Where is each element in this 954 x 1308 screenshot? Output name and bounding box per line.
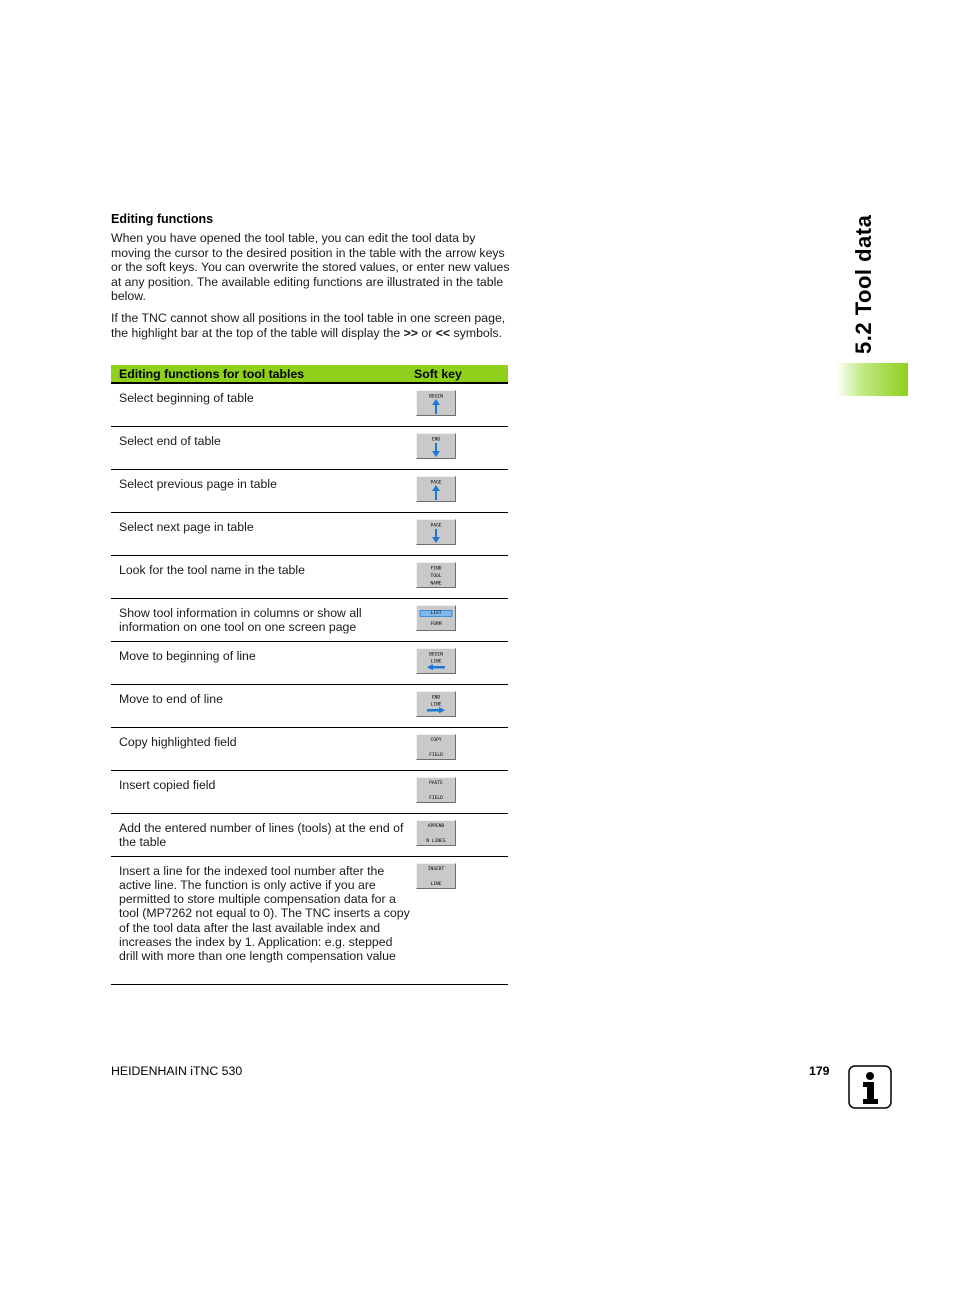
softkey-button[interactable]: [416, 605, 456, 631]
col-header-function: Editing functions for tool tables: [111, 365, 414, 383]
table-row: [111, 813, 508, 856]
softkey-cell: [414, 856, 508, 984]
info-icon: [848, 1065, 892, 1109]
function-description: Select next page in table: [111, 512, 414, 555]
editing-functions-table: [111, 365, 508, 985]
softkey-label: LINE: [430, 659, 442, 664]
softkey-label: TOOL: [430, 573, 442, 579]
table-row: [111, 512, 508, 555]
arrow-right-icon: [427, 707, 445, 713]
softkey-button[interactable]: [416, 519, 456, 545]
softkey-label: BEGIN: [429, 394, 443, 400]
arrow-left-icon: [427, 664, 445, 670]
softkey-cell: [414, 469, 508, 512]
softkey-label: FIELD: [429, 795, 443, 801]
softkey-label: BEGIN: [429, 652, 443, 657]
softkey-label: END: [431, 695, 441, 700]
softkey-label: END: [431, 437, 441, 442]
table-row: [111, 383, 508, 426]
softkey-button[interactable]: [416, 648, 456, 674]
softkey-cell: [414, 813, 508, 856]
softkey-cell: [414, 770, 508, 813]
softkey-cell: [414, 555, 508, 598]
softkey-label: INSERT: [427, 866, 445, 872]
softkey-label: APPEND: [427, 823, 445, 829]
scroll-note-paragraph: If the TNC cannot show all positions in the tool table in one screen page, the highlight bar at the top of the table will display the >> or << symbols.: [111, 311, 506, 340]
table-row: [111, 426, 508, 469]
col-header-softkey: Soft key: [414, 365, 508, 383]
page-number: 179: [809, 1064, 830, 1078]
function-description: Move to beginning of line: [111, 641, 414, 684]
softkey-cell: [414, 512, 508, 555]
table-row: [111, 856, 508, 984]
symbol-forward: >>: [403, 325, 418, 340]
function-description: Select end of table: [111, 426, 414, 469]
function-description: Move to end of line: [111, 684, 414, 727]
intro-paragraph: When you have opened the tool table, you can edit the tool data by moving the cursor to the desired position in the table with the arrow keys or the soft keys. You can overwrite the stored values, or enter new values at any position. The available editing functions are illustrated in the table below.: [111, 231, 510, 303]
softkey-label: PAGE: [430, 523, 442, 528]
table-row: [111, 598, 508, 641]
softkey-label: FIND: [430, 566, 442, 571]
footer-product-name: HEIDENHAIN iTNC 530: [111, 1064, 243, 1078]
function-description: Select previous page in table: [111, 469, 414, 512]
table-row: [111, 555, 508, 598]
softkey-cell: [414, 641, 508, 684]
chapter-side-title: 5.2 Tool data: [851, 214, 876, 354]
softkey-button[interactable]: [416, 390, 456, 416]
softkey-label: COPY: [430, 737, 442, 743]
softkey-button[interactable]: [416, 562, 456, 588]
softkey-button[interactable]: [416, 777, 456, 803]
softkey-label: LINE: [430, 881, 442, 887]
softkey-button[interactable]: [416, 433, 456, 459]
softkey-label: PAGE: [430, 480, 442, 485]
symbol-back: <<: [435, 325, 451, 340]
function-description: Insert copied field: [111, 770, 414, 813]
section-heading: Editing functions: [111, 212, 214, 226]
function-description: Look for the tool name in the table: [111, 555, 414, 598]
softkey-button[interactable]: [416, 863, 456, 889]
softkey-cell: [414, 727, 508, 770]
softkey-cell: [414, 426, 508, 469]
softkey-label: FORM: [430, 621, 442, 627]
function-description: Show tool information in columns or show all information on one tool on one screen page: [111, 598, 414, 641]
softkey-cell: [414, 383, 508, 426]
table-header-row: [111, 365, 508, 383]
arrow-down-icon: [432, 529, 440, 543]
function-description: Select beginning of table: [111, 383, 414, 426]
softkey-label: PASTE: [429, 780, 443, 786]
table-row: [111, 770, 508, 813]
function-description: Copy highlighted field: [111, 727, 414, 770]
softkey-label: LINE: [430, 702, 442, 707]
softkey-label: LIST: [430, 610, 442, 616]
arrow-down-icon: [432, 443, 440, 457]
softkey-button[interactable]: [416, 734, 456, 760]
function-description: Add the entered number of lines (tools) at the end of the table: [111, 813, 414, 856]
table-row: [111, 684, 508, 727]
softkey-cell: [414, 598, 508, 641]
function-description: Insert a line for the indexed tool number after the active line. The function is only active if you are permitted to store multiple compensation data for a tool (MP7262 not equal to 0). The TNC inserts a copy of the tool data after the last available index and increases the index by 1. Application: e.g. stepped drill with more than one length compensation value: [111, 856, 414, 984]
table-row: [111, 641, 508, 684]
chapter-color-bar: [836, 363, 908, 396]
softkey-cell: [414, 684, 508, 727]
table-row: [111, 727, 508, 770]
softkey-button[interactable]: [416, 820, 456, 846]
softkey-label: N LINES: [426, 838, 446, 844]
table-row: [111, 469, 508, 512]
arrow-up-icon: [432, 485, 440, 500]
softkey-button[interactable]: [416, 691, 456, 717]
arrow-up-icon: [432, 399, 440, 414]
softkey-label: FIELD: [429, 752, 443, 758]
softkey-label: NAME: [430, 581, 442, 586]
softkey-button[interactable]: [416, 476, 456, 502]
